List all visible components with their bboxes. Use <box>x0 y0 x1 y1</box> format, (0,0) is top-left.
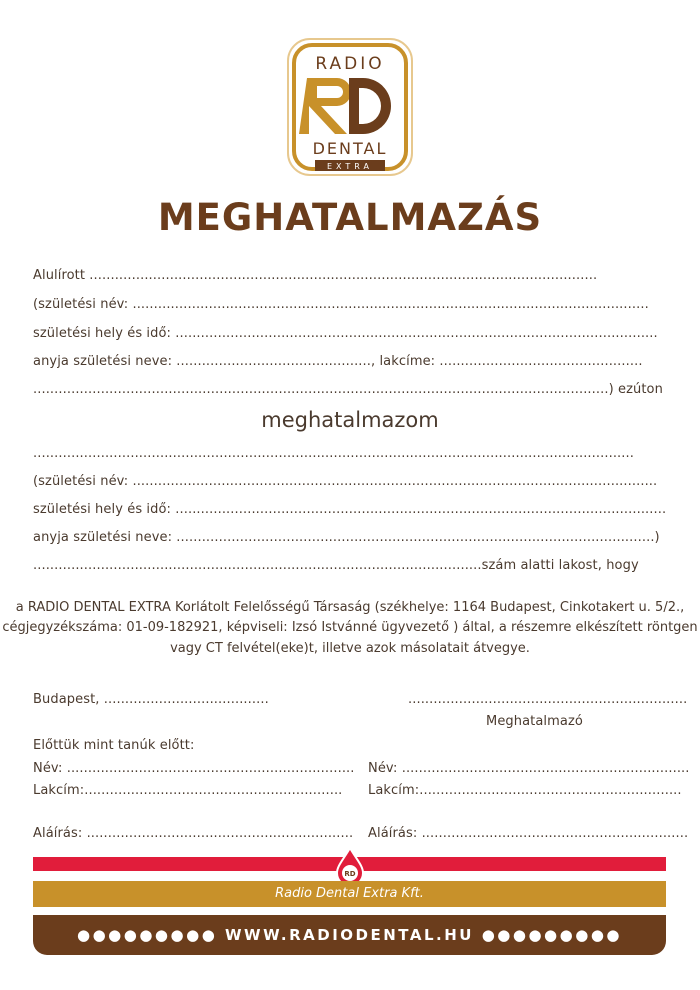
authorization-text-2: cégjegyzékszáma: 01-09-182921, képviseli: Izsó Istvánné ügyvezető ) által, a részemre elkészített röntgen <box>2 620 698 635</box>
footer-company-bar: Radio Dental Extra Kft. <box>33 881 666 907</box>
agent-birth-place-line: születési hely és idő: .................................................................................................................... <box>33 502 667 517</box>
witness2-signature-line: Aláírás: ............................................................... <box>368 826 689 841</box>
agent-mother-line: anyja születési neve: .................................................................................................................) <box>33 530 660 545</box>
radio-dental-logo <box>285 36 415 178</box>
svg-text:RD: RD <box>344 870 356 878</box>
agent-name-line: .............................................................................................................................................. <box>33 446 634 461</box>
place-date-line: Budapest, ....................................... <box>33 692 269 707</box>
grantor-signature-line: .................................................................. <box>408 692 688 707</box>
grantor-address-cont-line: ........................................................................................................................................) ezúton <box>33 382 663 397</box>
footer-website-bar: ●●●●●●●●● WWW.RADIODENTAL.HU ●●●●●●●●● <box>33 915 666 955</box>
svg-text:RADIO: RADIO <box>315 54 385 74</box>
agent-address-line: ..........................................................................................................szám alatti lakost, hogy <box>33 558 639 573</box>
drop-logo-icon <box>333 846 367 886</box>
witness1-name-line: Név: .................................................................... <box>33 761 355 776</box>
witness1-address-line: Lakcím:............................................................. <box>33 783 343 798</box>
agent-birth-name-line: (születési név: ............................................................................................................................ <box>33 474 658 489</box>
authorization-text-1: a RADIO DENTAL EXTRA Korlátolt Felelősségű Társaság (székhelye: 1164 Budapest, Cinkotakert u. 5/2., <box>15 600 685 615</box>
authorization-text-3: vagy CT felvétel(eke)t, illetve azok másolatait átvegye. <box>170 641 530 656</box>
witness2-address-line: Lakcím:.............................................................. <box>368 783 682 798</box>
witness2-name-line: Név: .................................................................... <box>368 761 690 776</box>
svg-text:EXTRA: EXTRA <box>327 162 373 171</box>
grantor-mother-address-line: anyja születési neve: .............................................., lakcíme: ................................................ <box>33 354 643 369</box>
svg-text:DENTAL: DENTAL <box>312 139 388 158</box>
grantor-name-line: Alulírott ........................................................................................................................ <box>33 268 598 283</box>
witness1-signature-line: Aláírás: ............................................................... <box>33 826 354 841</box>
grantor-birth-name-line: (születési név: .......................................................................................................................... <box>33 297 649 312</box>
witnesses-label: Előttük mint tanúk előtt: <box>33 738 195 753</box>
grantor-signature-label: Meghatalmazó <box>486 714 583 729</box>
document-title: MEGHATALMAZÁS <box>157 196 543 239</box>
authorize-heading: meghatalmazom <box>261 408 439 432</box>
grantor-birth-place-line: születési hely és idő: .................................................................................................................. <box>33 326 658 341</box>
